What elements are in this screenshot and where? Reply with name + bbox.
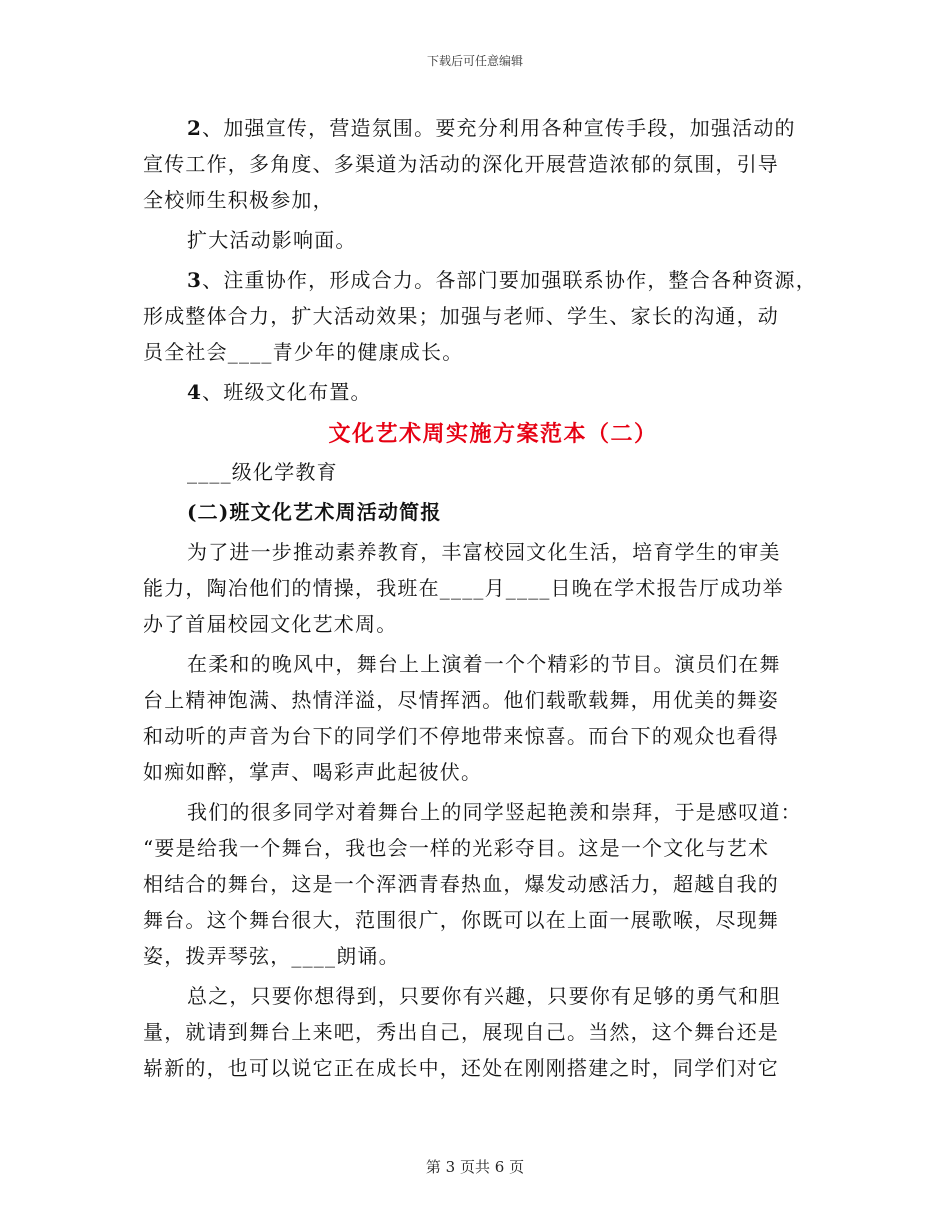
text-line: 4、班级文化布置。	[187, 380, 372, 404]
paragraph-cooperation	[143, 262, 823, 370]
paragraph-expand-influence	[143, 222, 823, 258]
text-line: 量，就请到舞台上来吧，秀出自己，展现自己。当然，这个舞台还是	[143, 1020, 779, 1044]
paragraph-class-decoration	[143, 374, 823, 410]
text-line: 3、注重协作，形成合力。各部门要加强联系协作，整合各种资源，	[187, 268, 817, 292]
text-line: 姿，拨弄琴弦，____朗诵。	[143, 944, 400, 968]
text-line: (二)班文化艺术周活动简报	[187, 500, 442, 524]
document-body	[143, 110, 823, 1086]
text-line: 相结合的舞台，这是一个浑洒青春热血，爆发动感活力，超越自我的	[143, 872, 779, 896]
paragraph-grade	[143, 454, 823, 490]
text-line: ____级化学教育	[187, 460, 338, 484]
section-title: 文化艺术周实施方案范本（二）	[328, 421, 658, 447]
text-line: 能力，陶冶他们的情操，我班在____月____日晚在学术报告厅成功举	[143, 576, 784, 600]
text-line: 在柔和的晚风中，舞台上上演着一个个精彩的节目。演员们在舞	[187, 652, 781, 676]
text-line: 扩大活动影响面。	[187, 228, 357, 252]
paragraph-promotion	[143, 110, 823, 218]
paragraph-intro	[143, 534, 823, 642]
text-line: 员全社会____青少年的健康成长。	[143, 340, 464, 364]
page-footer: 第 3 页共 6 页	[425, 1158, 525, 1176]
item-number: 3	[187, 268, 203, 292]
subtitle-briefing	[143, 494, 823, 530]
item-number: 4	[187, 380, 203, 404]
text-line: 宣传工作，多角度、多渠道为活动的深化开展营造浓郁的氛围，引导	[143, 152, 779, 176]
paragraph-conclusion	[143, 978, 823, 1086]
text-line: “要是给我一个舞台，我也会一样的光彩夺目。这是一个文化与艺术	[143, 836, 770, 860]
text-line: 为了进一步推动素养教育，丰富校园文化生活，培育学生的审美	[187, 540, 781, 564]
text-line: 形成整体合力，扩大活动效果；加强与老师、学生、家长的沟通，动	[143, 304, 779, 328]
text-line: 和动听的声音为台下的同学们不停地带来惊喜。而台下的观众也看得	[143, 724, 779, 748]
paragraph-stage	[143, 646, 823, 790]
text-line: 崭新的，也可以说它正在成长中，还处在刚刚搭建之时，同学们对它	[143, 1056, 779, 1080]
text-line: 2、加强宣传，营造氛围。要充分利用各种宣传手段，加强活动的	[187, 116, 796, 140]
text-line: 办了首届校园文化艺术周。	[143, 612, 398, 636]
text-line: 舞台。这个舞台很大，范围很广，你既可以在上面一展歌喉，尽现舞	[143, 908, 779, 932]
paragraph-admiration	[143, 794, 823, 974]
text-line: 我们的很多同学对着舞台上的同学竖起艳羡和崇拜，于是感叹道：	[187, 800, 802, 824]
page-header: 下载后可任意编辑	[426, 54, 523, 68]
text-line: 总之，只要你想得到，只要你有兴趣，只要你有足够的勇气和胆	[187, 984, 781, 1008]
text-line: 全校师生积极参加，	[143, 188, 334, 212]
text-line: 台上精神饱满、热情洋溢，尽情挥洒。他们载歌载舞，用优美的舞姿	[143, 688, 779, 712]
item-number: 2	[187, 116, 203, 140]
text-line: 如痴如醉，掌声、喝彩声此起彼伏。	[143, 760, 483, 784]
